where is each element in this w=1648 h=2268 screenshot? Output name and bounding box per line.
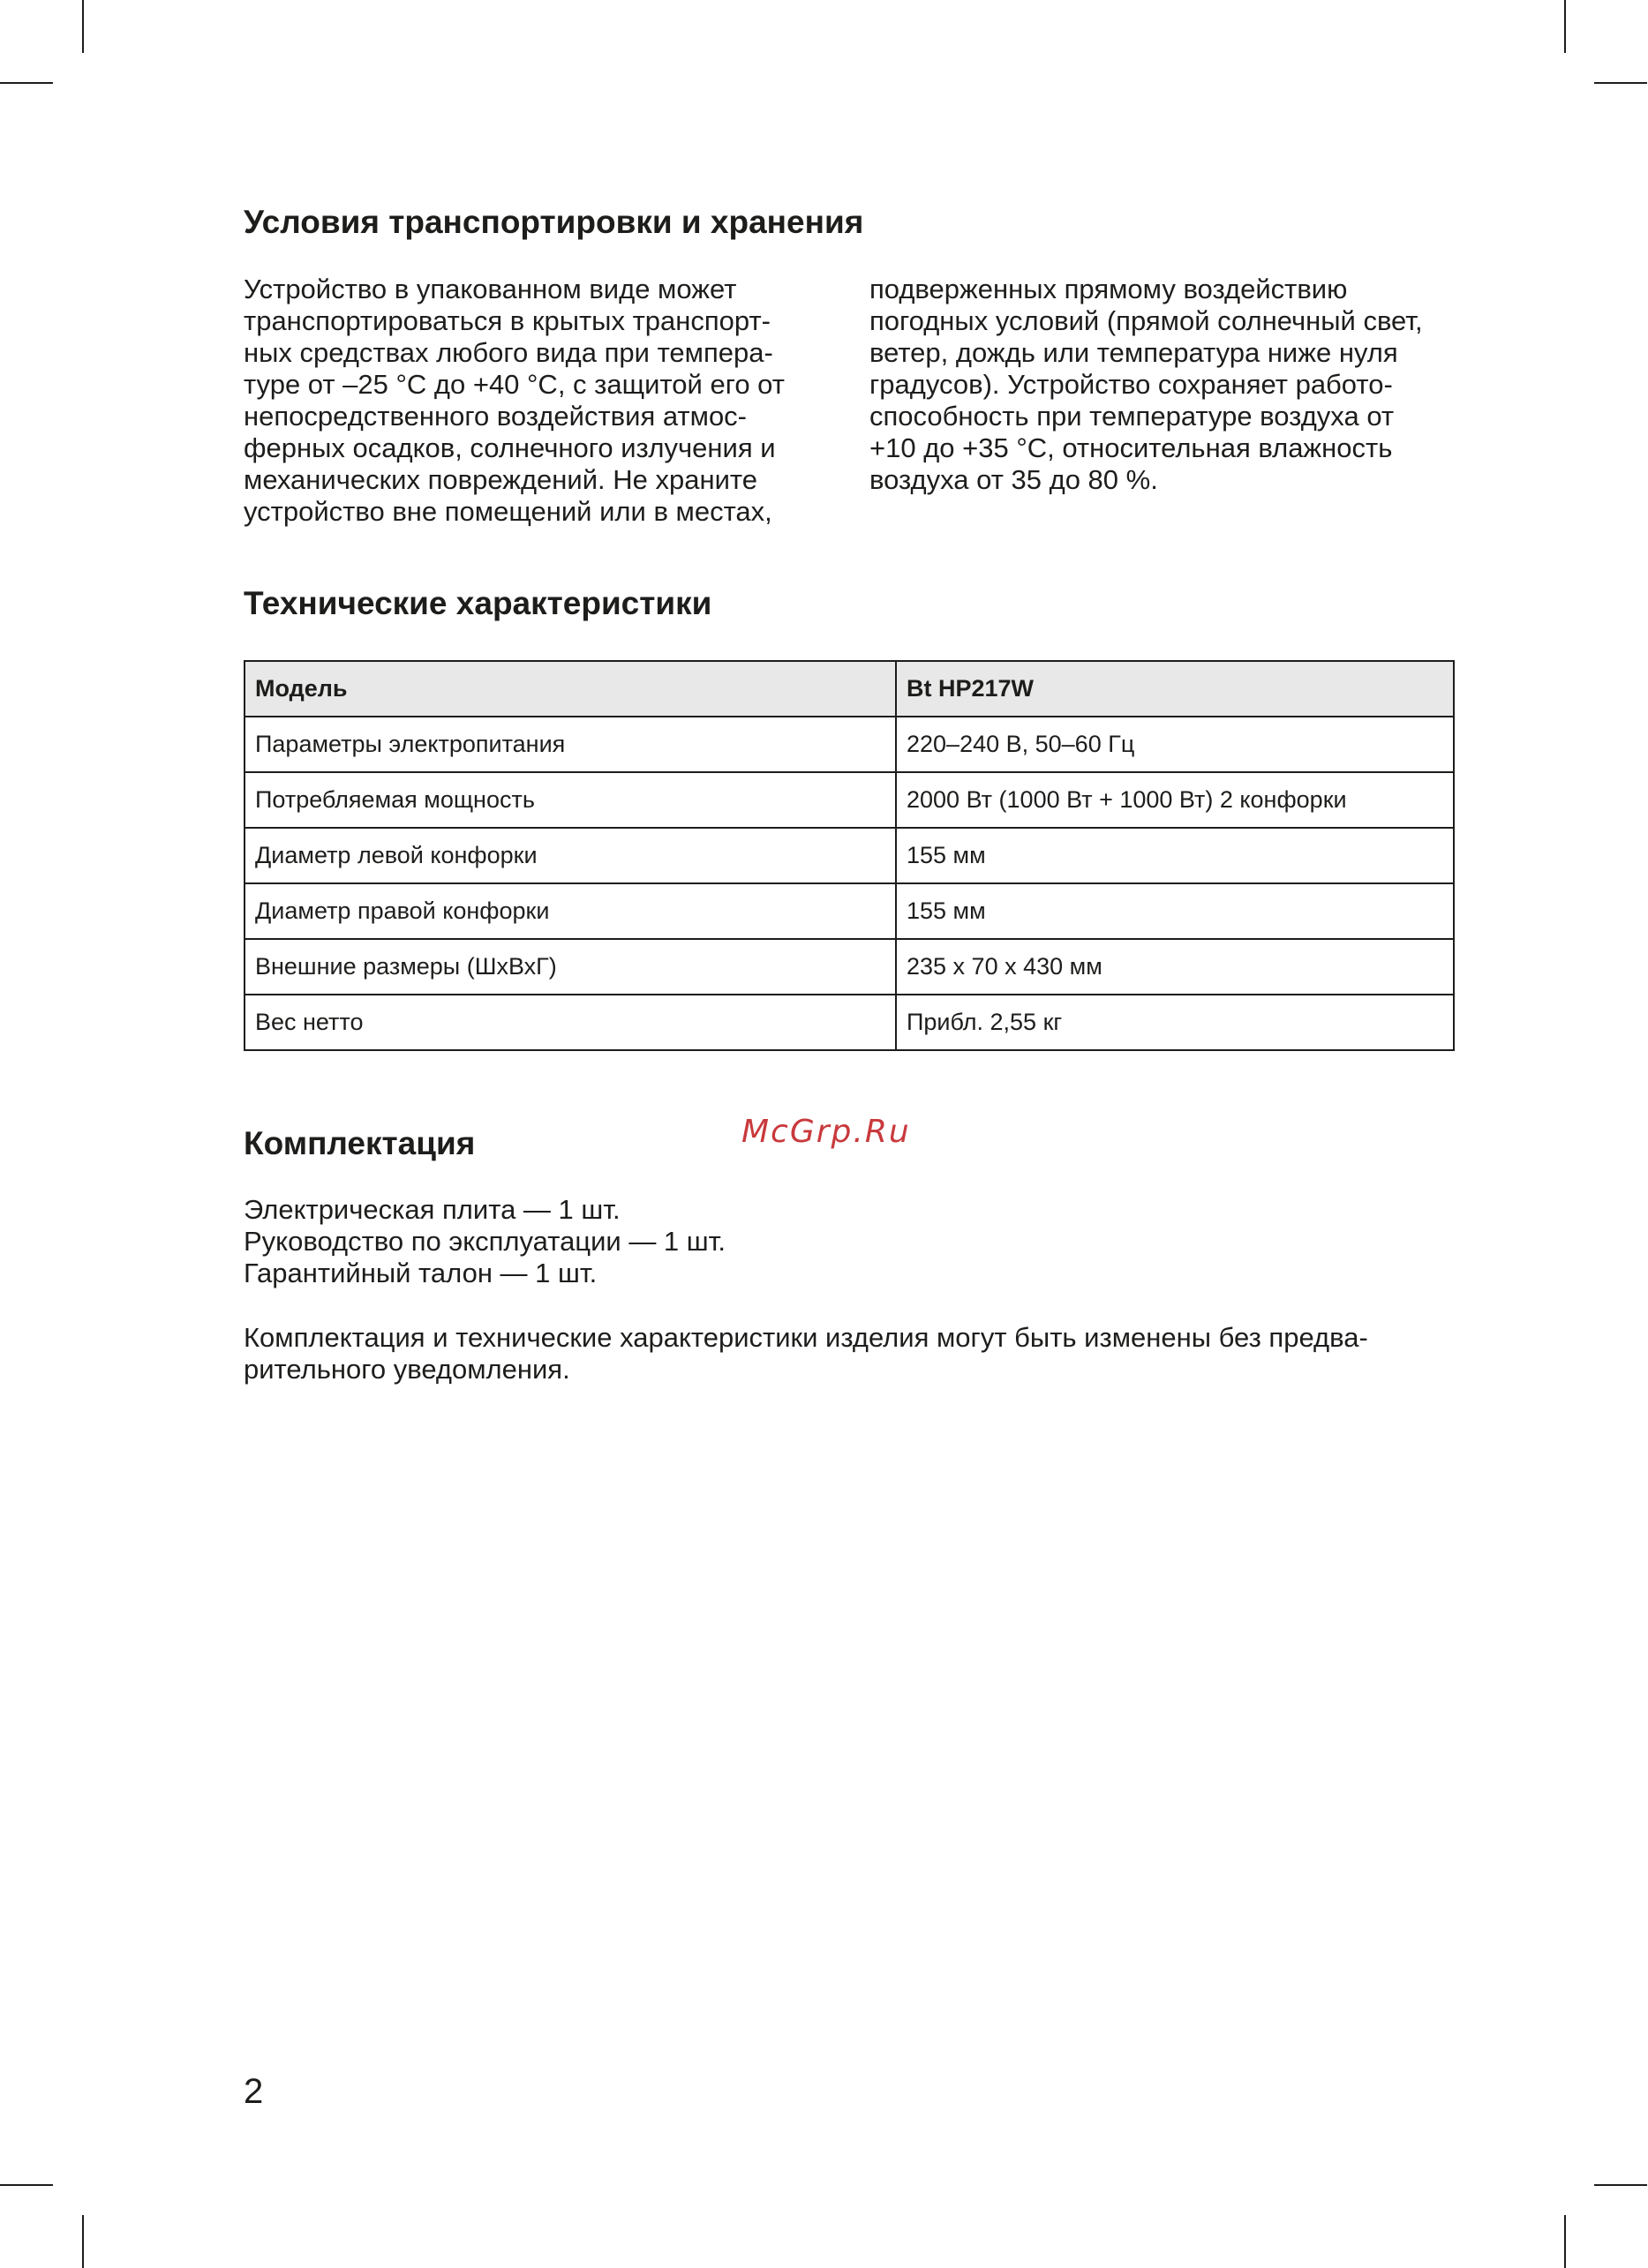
table-cell: 155 мм — [896, 883, 1454, 939]
table-row — [245, 717, 1454, 772]
table-cell: Bt HP217W — [896, 661, 1454, 717]
transport-text-left — [244, 274, 785, 528]
text-line: погодных условий (прямой солнечный свет, — [869, 305, 1423, 336]
watermark: McGrp.Ru — [741, 1114, 911, 1150]
table-row — [245, 883, 1454, 939]
package-items — [244, 1194, 726, 1289]
table-row — [245, 995, 1454, 1050]
crop-mark — [0, 2184, 53, 2186]
package-note — [244, 1322, 1368, 1386]
table-cell: 220–240 В, 50–60 Гц — [896, 717, 1454, 772]
text-line: устройство вне помещений или в местах, — [244, 496, 772, 527]
table-header-row — [245, 661, 1454, 717]
crop-mark — [82, 0, 84, 53]
table-cell: Параметры электропитания — [245, 717, 896, 772]
table-cell: Диаметр левой конфорки — [245, 828, 896, 883]
text-line: непосредственного воздействия атмос- — [244, 401, 748, 432]
text-line: воздуха от 35 до 80 %. — [869, 464, 1158, 495]
table-cell: Вес нетто — [245, 995, 896, 1050]
text-line: ферных осадков, солнечного излучения и — [244, 432, 776, 463]
table-cell: Потребляемая мощность — [245, 772, 896, 828]
table-row — [245, 772, 1454, 828]
table-cell: 235 х 70 х 430 мм — [896, 939, 1454, 995]
text-line: подверженных прямому воздействию — [869, 274, 1348, 304]
text-line: +10 до +35 °C, относительная влажность — [869, 432, 1393, 463]
specs-table — [244, 660, 1455, 1051]
crop-mark — [1564, 2215, 1566, 2268]
transport-text-right — [869, 274, 1423, 496]
table-row — [245, 939, 1454, 995]
transport-heading: Условия транспортировки и хранения — [244, 204, 864, 240]
crop-mark — [1564, 0, 1566, 53]
list-item: Руководство по эксплуатации — 1 шт. — [244, 1226, 726, 1257]
text-line: ных средствах любого вида при темпера- — [244, 337, 773, 368]
package-heading: Комплектация — [244, 1125, 476, 1161]
text-line: рительного уведомления. — [244, 1354, 570, 1385]
specs-heading: Технические характеристики — [244, 585, 712, 621]
text-line: транспортироваться в крытых транспорт- — [244, 305, 771, 336]
table-cell: Диаметр правой конфорки — [245, 883, 896, 939]
table-cell: Внешние размеры (ШхВхГ) — [245, 939, 896, 995]
list-item: Гарантийный талон — 1 шт. — [244, 1258, 598, 1288]
table-row — [245, 828, 1454, 883]
crop-mark — [82, 2215, 84, 2268]
crop-mark — [0, 82, 53, 84]
table-cell: 155 мм — [896, 828, 1454, 883]
text-line: туре от –25 °C до +40 °C, с защитой его от — [244, 369, 785, 400]
text-line: механических повреждений. Не храните — [244, 464, 758, 495]
table-cell: Прибл. 2,55 кг — [896, 995, 1454, 1050]
crop-mark — [1594, 2184, 1647, 2186]
text-line: способность при температуре воздуха от — [869, 401, 1395, 432]
list-item: Электрическая плита — 1 шт. — [244, 1194, 621, 1225]
table-cell: Модель — [245, 661, 896, 717]
text-line: Комплектация и технические характеристики изделия могут быть изменены без предва- — [244, 1322, 1368, 1353]
page-number: 2 — [244, 2072, 264, 2111]
table-cell: 2000 Вт (1000 Вт + 1000 Вт) 2 конфорки — [896, 772, 1454, 828]
text-line: Устройство в упакованном виде может — [244, 274, 737, 304]
crop-mark — [1594, 82, 1647, 84]
text-line: ветер, дождь или температура ниже нуля — [869, 337, 1398, 368]
text-line: градусов). Устройство сохраняет работо- — [869, 369, 1393, 400]
